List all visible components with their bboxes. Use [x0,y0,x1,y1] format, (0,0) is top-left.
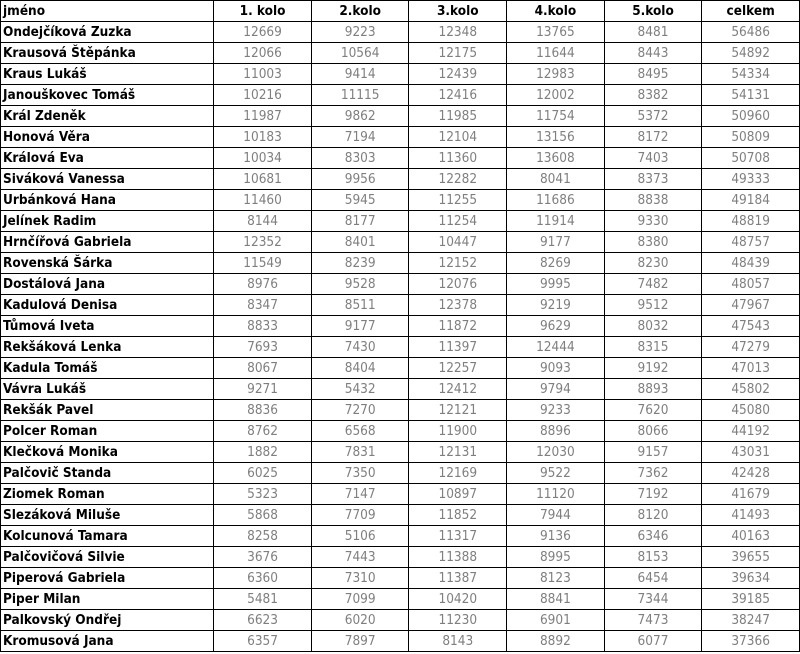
round-5-score: 8380 [604,232,702,253]
round-4-score: 13156 [507,127,605,148]
round-4-score: 12030 [507,442,605,463]
table-row [1,127,800,148]
round-3-score: 11255 [409,190,507,211]
table-row [1,568,800,589]
round-5-score: 7403 [604,148,702,169]
player-name: Rekšák Pavel [1,400,214,421]
round-5-score: 8066 [604,421,702,442]
round-3-score: 12412 [409,379,507,400]
round-1-score: 8347 [214,295,312,316]
table-row [1,337,800,358]
total-score: 47967 [702,295,800,316]
round-4-score: 8041 [507,169,605,190]
round-3-score: 11230 [409,610,507,631]
round-1-score: 6623 [214,610,312,631]
player-name: Piperová Gabriela [1,568,214,589]
table-row [1,295,800,316]
player-name: Rekšáková Lenka [1,337,214,358]
round-2-score: 6568 [311,421,409,442]
round-1-score: 10681 [214,169,312,190]
total-score: 50809 [702,127,800,148]
total-score: 47543 [702,316,800,337]
player-name: Kraus Lukáš [1,64,214,85]
round-5-score: 5372 [604,106,702,127]
round-4-score: 9629 [507,316,605,337]
player-name: Hrnčířová Gabriela [1,232,214,253]
round-5-score: 8373 [604,169,702,190]
round-2-score: 9862 [311,106,409,127]
table-body [1,22,800,652]
round-2-score: 8401 [311,232,409,253]
round-1-score: 6025 [214,463,312,484]
table-row [1,631,800,652]
round-3-score: 11872 [409,316,507,337]
round-4-score: 9995 [507,274,605,295]
round-3-score: 12169 [409,463,507,484]
total-score: 54334 [702,64,800,85]
table-row [1,169,800,190]
total-score: 50960 [702,106,800,127]
table-row [1,64,800,85]
round-2-score: 9177 [311,316,409,337]
round-2-score: 7350 [311,463,409,484]
round-3-score: 11985 [409,106,507,127]
round-3-score: 11317 [409,526,507,547]
round-2-score: 8511 [311,295,409,316]
total-score: 49333 [702,169,800,190]
player-name: Palčovič Standa [1,463,214,484]
table-row [1,463,800,484]
round-3-score: 11387 [409,568,507,589]
round-5-score: 8443 [604,43,702,64]
round-4-score: 8123 [507,568,605,589]
player-name: Ondejčíková Zuzka [1,22,214,43]
round-4-score: 11754 [507,106,605,127]
total-score: 38247 [702,610,800,631]
round-5-score: 8153 [604,547,702,568]
round-1-score: 10183 [214,127,312,148]
round-4-score: 12983 [507,64,605,85]
header-row [1,1,800,22]
round-1-score: 7693 [214,337,312,358]
round-2-score: 7430 [311,337,409,358]
round-5-score: 7482 [604,274,702,295]
total-score: 39185 [702,589,800,610]
round-2-score: 8177 [311,211,409,232]
player-name: Polcer Roman [1,421,214,442]
round-4-score: 9233 [507,400,605,421]
round-1-score: 5868 [214,505,312,526]
total-score: 37366 [702,631,800,652]
table-row [1,148,800,169]
round-4-score: 8892 [507,631,605,652]
round-5-score: 7192 [604,484,702,505]
round-2-score: 11115 [311,85,409,106]
round-2-score: 7099 [311,589,409,610]
round-2-score: 9528 [311,274,409,295]
round-5-score: 8172 [604,127,702,148]
round-5-score: 6454 [604,568,702,589]
round-4-score: 9093 [507,358,605,379]
total-score: 47013 [702,358,800,379]
table-row [1,253,800,274]
round-4-score: 9219 [507,295,605,316]
total-score: 41493 [702,505,800,526]
round-1-score: 1882 [214,442,312,463]
player-name: Urbánková Hana [1,190,214,211]
player-name: Král Zdeněk [1,106,214,127]
player-name: Kromusová Jana [1,631,214,652]
round-1-score: 5323 [214,484,312,505]
round-1-score: 11003 [214,64,312,85]
round-2-score: 8404 [311,358,409,379]
round-4-score: 8269 [507,253,605,274]
round-3-score: 12076 [409,274,507,295]
round-4-score: 9794 [507,379,605,400]
total-score: 40163 [702,526,800,547]
header-round-5: 5.kolo [604,1,702,22]
round-1-score: 8976 [214,274,312,295]
player-name: Kolcunová Tamara [1,526,214,547]
round-1-score: 8144 [214,211,312,232]
round-2-score: 7310 [311,568,409,589]
round-3-score: 12378 [409,295,507,316]
round-5-score: 9512 [604,295,702,316]
round-2-score: 7194 [311,127,409,148]
table-row [1,85,800,106]
round-2-score: 7709 [311,505,409,526]
total-score: 45080 [702,400,800,421]
player-name: Slezáková Miluše [1,505,214,526]
round-5-score: 8481 [604,22,702,43]
total-score: 47279 [702,337,800,358]
player-name: Krausová Štěpánka [1,43,214,64]
round-2-score: 9956 [311,169,409,190]
round-5-score: 7344 [604,589,702,610]
round-4-score: 13608 [507,148,605,169]
round-4-score: 9136 [507,526,605,547]
round-1-score: 8836 [214,400,312,421]
total-score: 39655 [702,547,800,568]
round-2-score: 9414 [311,64,409,85]
round-4-score: 6901 [507,610,605,631]
table-row [1,22,800,43]
table-row [1,106,800,127]
round-2-score: 7443 [311,547,409,568]
round-2-score: 8239 [311,253,409,274]
round-1-score: 12352 [214,232,312,253]
round-1-score: 5481 [214,589,312,610]
header-name: jméno [1,1,214,22]
round-3-score: 10447 [409,232,507,253]
round-2-score: 8303 [311,148,409,169]
round-5-score: 9330 [604,211,702,232]
round-1-score: 8067 [214,358,312,379]
table-row [1,190,800,211]
round-3-score: 12439 [409,64,507,85]
total-score: 48819 [702,211,800,232]
player-name: Vávra Lukáš [1,379,214,400]
round-5-score: 8838 [604,190,702,211]
header-round-4: 4.kolo [507,1,605,22]
round-3-score: 10420 [409,589,507,610]
player-name: Ziomek Roman [1,484,214,505]
round-4-score: 11914 [507,211,605,232]
round-3-score: 11900 [409,421,507,442]
table-row [1,547,800,568]
round-1-score: 6360 [214,568,312,589]
table-row [1,358,800,379]
player-name: Jelínek Radim [1,211,214,232]
round-3-score: 11254 [409,211,507,232]
player-name: Králová Eva [1,148,214,169]
table-row [1,505,800,526]
round-3-score: 12131 [409,442,507,463]
round-3-score: 12152 [409,253,507,274]
round-2-score: 7897 [311,631,409,652]
player-name: Palčovičová Silvie [1,547,214,568]
round-1-score: 8762 [214,421,312,442]
player-name: Klečková Monika [1,442,214,463]
round-4-score: 13765 [507,22,605,43]
round-1-score: 6357 [214,631,312,652]
table-row [1,421,800,442]
player-name: Kadula Tomáš [1,358,214,379]
round-5-score: 6077 [604,631,702,652]
round-1-score: 10216 [214,85,312,106]
round-4-score: 8896 [507,421,605,442]
round-3-score: 12175 [409,43,507,64]
header-total: celkem [702,1,800,22]
total-score: 54131 [702,85,800,106]
round-2-score: 5432 [311,379,409,400]
round-5-score: 6346 [604,526,702,547]
table-row [1,526,800,547]
round-1-score: 8833 [214,316,312,337]
round-2-score: 7147 [311,484,409,505]
table-row [1,43,800,64]
round-5-score: 8893 [604,379,702,400]
total-score: 42428 [702,463,800,484]
round-4-score: 8841 [507,589,605,610]
table-row [1,442,800,463]
total-score: 45802 [702,379,800,400]
round-3-score: 10897 [409,484,507,505]
round-2-score: 7270 [311,400,409,421]
round-5-score: 8032 [604,316,702,337]
player-name: Rovenská Šárka [1,253,214,274]
round-2-score: 7831 [311,442,409,463]
table-row [1,274,800,295]
round-4-score: 11120 [507,484,605,505]
round-3-score: 11397 [409,337,507,358]
header-round-3: 3.kolo [409,1,507,22]
total-score: 48057 [702,274,800,295]
total-score: 54892 [702,43,800,64]
round-5-score: 8315 [604,337,702,358]
round-5-score: 8382 [604,85,702,106]
round-2-score: 6020 [311,610,409,631]
player-name: Siváková Vanessa [1,169,214,190]
player-name: Honová Věra [1,127,214,148]
table-row [1,379,800,400]
round-1-score: 11549 [214,253,312,274]
round-3-score: 12416 [409,85,507,106]
round-3-score: 12257 [409,358,507,379]
round-3-score: 12348 [409,22,507,43]
round-2-score: 9223 [311,22,409,43]
total-score: 48439 [702,253,800,274]
round-4-score: 8995 [507,547,605,568]
player-name: Piper Milan [1,589,214,610]
round-1-score: 3676 [214,547,312,568]
round-2-score: 10564 [311,43,409,64]
table-row [1,211,800,232]
total-score: 44192 [702,421,800,442]
table-row [1,610,800,631]
round-1-score: 12066 [214,43,312,64]
total-score: 56486 [702,22,800,43]
player-name: Dostálová Jana [1,274,214,295]
round-5-score: 7362 [604,463,702,484]
round-1-score: 12669 [214,22,312,43]
player-name: Palkovský Ondřej [1,610,214,631]
total-score: 41679 [702,484,800,505]
round-3-score: 12104 [409,127,507,148]
round-4-score: 11686 [507,190,605,211]
round-3-score: 11852 [409,505,507,526]
table-row [1,400,800,421]
round-5-score: 9157 [604,442,702,463]
header-round-2: 2.kolo [311,1,409,22]
round-4-score: 12002 [507,85,605,106]
round-5-score: 7620 [604,400,702,421]
table-row [1,589,800,610]
round-5-score: 7473 [604,610,702,631]
round-3-score: 8143 [409,631,507,652]
player-name: Kadulová Denisa [1,295,214,316]
round-2-score: 5106 [311,526,409,547]
total-score: 49184 [702,190,800,211]
table-row [1,316,800,337]
table-row [1,484,800,505]
table-row [1,232,800,253]
total-score: 48757 [702,232,800,253]
round-3-score: 11360 [409,148,507,169]
round-4-score: 11644 [507,43,605,64]
round-3-score: 12121 [409,400,507,421]
round-4-score: 9177 [507,232,605,253]
round-1-score: 11460 [214,190,312,211]
round-4-score: 7944 [507,505,605,526]
round-1-score: 10034 [214,148,312,169]
round-1-score: 8258 [214,526,312,547]
total-score: 43031 [702,442,800,463]
round-2-score: 5945 [311,190,409,211]
total-score: 50708 [702,148,800,169]
round-4-score: 9522 [507,463,605,484]
round-3-score: 11388 [409,547,507,568]
header-round-1: 1. kolo [214,1,312,22]
round-5-score: 8120 [604,505,702,526]
round-4-score: 12444 [507,337,605,358]
player-name: Janouškovec Tomáš [1,85,214,106]
round-5-score: 8495 [604,64,702,85]
round-5-score: 8230 [604,253,702,274]
round-1-score: 11987 [214,106,312,127]
player-name: Tůmová Iveta [1,316,214,337]
total-score: 39634 [702,568,800,589]
round-3-score: 12282 [409,169,507,190]
round-1-score: 9271 [214,379,312,400]
round-5-score: 9192 [604,358,702,379]
